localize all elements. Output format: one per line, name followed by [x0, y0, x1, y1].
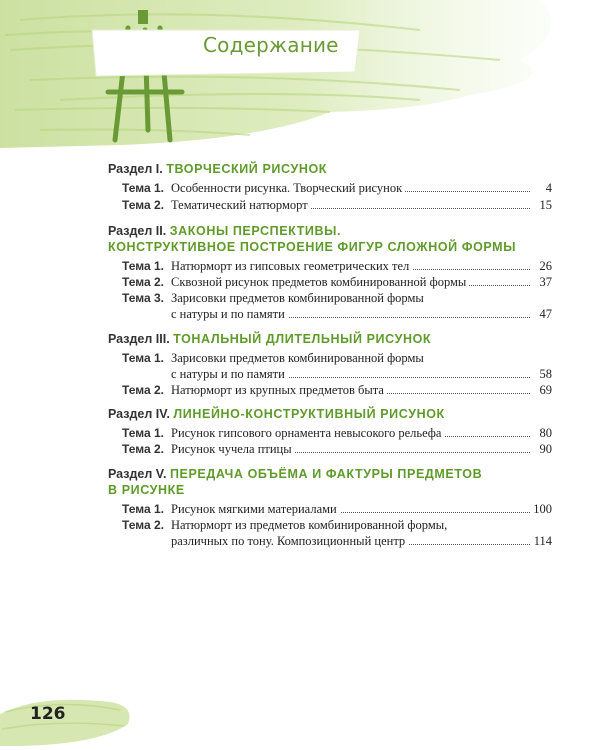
toc-entry[interactable]: Тема 2. Тематический натюрморт 15 — [122, 198, 552, 212]
page-number: 90 — [537, 442, 553, 457]
page-title: Содержание — [203, 33, 339, 57]
toc-entry[interactable]: с натуры и по памяти 58 — [171, 367, 552, 381]
section-5-title: ПЕРЕДАЧА ОБЪЁМА И ФАКТУРЫ ПРЕДМЕТОВ — [169, 467, 483, 481]
section-3-heading: Раздел III. ТОНАЛЬНЫЙ ДЛИТЕЛЬНЫЙ РИСУНОК — [108, 332, 432, 346]
page-number: 26 — [537, 259, 553, 274]
page-number: 37 — [537, 275, 553, 290]
toc-entry-first-line[interactable]: Тема 2. Натюрморт из предметов комбинированной формы, — [122, 518, 552, 534]
toc-entry[interactable]: Тема 1. Рисунок мягкими материалами 100 — [122, 502, 552, 516]
section-5-title-continued: В РИСУНКЕ — [108, 483, 185, 497]
section-2-title: ЗАКОНЫ ПЕРСПЕКТИВЫ. — [169, 224, 342, 238]
toc-entry[interactable]: Тема 2. Сквозной рисунок предметов комбинированной формы 37 — [122, 275, 552, 289]
section-2-heading: Раздел II. ЗАКОНЫ ПЕРСПЕКТИВЫ. — [108, 224, 342, 238]
page-number: 4 — [543, 181, 552, 196]
section-4-title: ЛИНЕЙНО-КОНСТРУКТИВНЫЙ РИСУНОК — [173, 407, 445, 421]
toc-entry-first-line[interactable]: Тема 1. Зарисовки предметов комбинированной формы — [122, 351, 552, 367]
page-number: 80 — [537, 426, 553, 441]
page-number-footer: 126 — [30, 704, 66, 724]
page-number: 47 — [537, 307, 553, 322]
toc-entry[interactable]: Тема 1. Рисунок гипсового орнамента невысокого рельефа 80 — [122, 426, 552, 440]
section-1-heading: Раздел I. ТВОРЧЕСКИЙ РИСУНОК — [108, 162, 328, 176]
toc-entry[interactable]: различных по тону. Композиционный центр 114 — [171, 534, 552, 548]
toc-entry[interactable]: Тема 1. Особенности рисунка. Творческий рисунок 4 — [122, 181, 552, 195]
toc-entry[interactable]: с натуры и по памяти 47 — [171, 307, 552, 321]
section-1-title: ТВОРЧЕСКИЙ РИСУНОК — [166, 162, 328, 176]
footer-brush-decoration — [0, 684, 140, 750]
section-3-title: ТОНАЛЬНЫЙ ДЛИТЕЛЬНЫЙ РИСУНОК — [173, 332, 432, 346]
section-5-heading: Раздел V. ПЕРЕДАЧА ОБЪЁМА И ФАКТУРЫ ПРЕДМЕТОВ — [108, 467, 483, 481]
page-number: 69 — [537, 383, 553, 398]
toc-entry[interactable]: Тема 2. Натюрморт из крупных предметов быта 69 — [122, 383, 552, 397]
toc-entry-first-line[interactable]: Тема 3. Зарисовки предметов комбинированной формы — [122, 291, 552, 307]
page-number: 58 — [537, 367, 553, 382]
toc-entry[interactable]: Тема 2. Рисунок чучела птицы 90 — [122, 442, 552, 456]
page-number: 100 — [530, 502, 552, 517]
section-2-title-continued: КОНСТРУКТИВНОЕ ПОСТРОЕНИЕ ФИГУР СЛОЖНОЙ ФОРМЫ — [108, 240, 517, 254]
toc-entry[interactable]: Тема 1. Натюрморт из гипсовых геометрических тел 26 — [122, 259, 552, 273]
page-number: 114 — [531, 534, 552, 549]
page-number: 15 — [537, 198, 553, 213]
section-4-heading: Раздел IV. ЛИНЕЙНО-КОНСТРУКТИВНЫЙ РИСУНОК — [108, 407, 445, 421]
